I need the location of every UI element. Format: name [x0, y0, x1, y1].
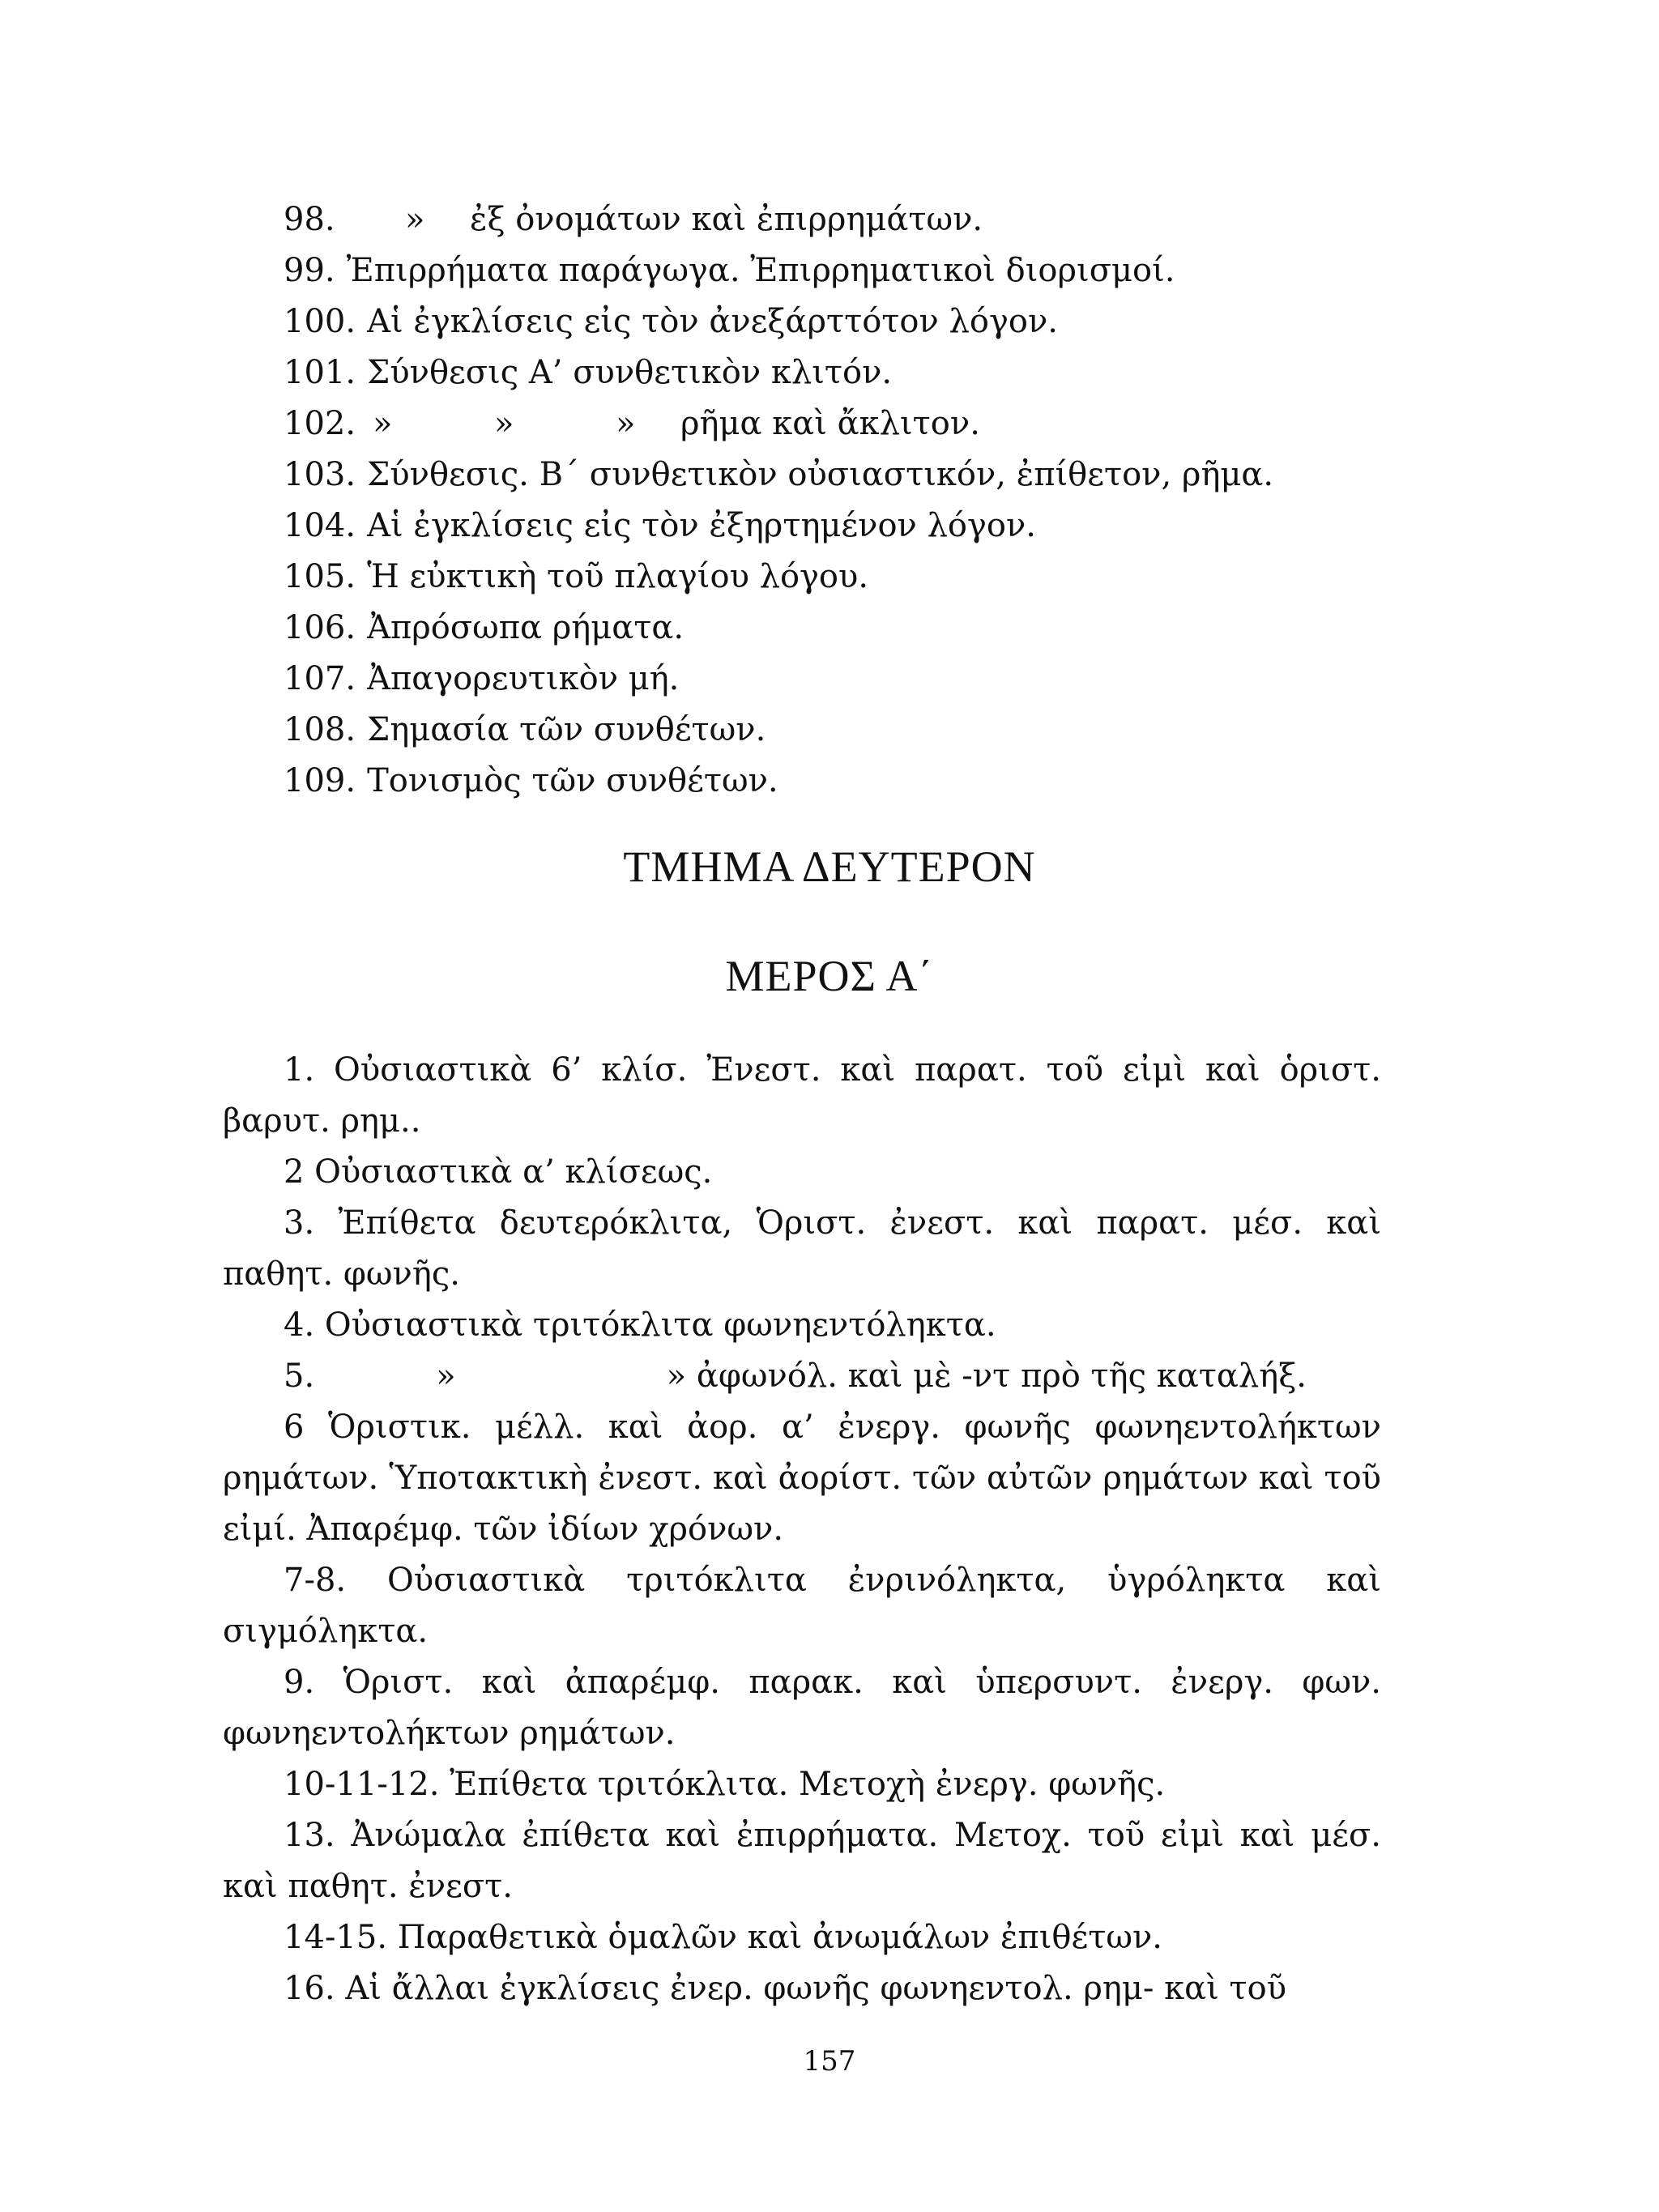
item-text: Τονισμὸς τῶν συνθέτων.: [367, 762, 778, 799]
contents-item: [284, 705, 1434, 756]
item-number: 106.: [284, 609, 356, 646]
lesson-paragraph-ditto: [223, 1351, 1381, 1402]
ditto-mark: »: [616, 405, 636, 442]
lesson-number: 5.: [284, 1357, 315, 1395]
contents-item: [284, 194, 1434, 245]
item-number: 107.: [284, 660, 356, 697]
item-text: Ἡ εὐκτικὴ τοῦ πλαγίου λόγου.: [367, 558, 869, 595]
lesson-paragraph: 9. Ὁριστ. καὶ ἀπαρέμφ. παρακ. καὶ ὑπερσυντ. ἐνεργ. φων. φωνηεντολήκτων ρημάτων.: [223, 1664, 1381, 1752]
contents-item: [284, 296, 1434, 347]
item-number: 100.: [284, 303, 356, 340]
item-text: ρῆμα καὶ ἄκλιτον.: [680, 405, 980, 442]
item-number: 105.: [284, 558, 356, 595]
lesson-paragraph: 4. Οὐσιαστικὰ τριτόκλιτα φωνηεντόληκτα.: [284, 1306, 996, 1344]
lesson-paragraph: 16. Αἱ ἄλλαι ἐγκλίσεις ἐνερ. φωνῆς φωνηεντολ. ρημ- καὶ τοῦ: [284, 1970, 1287, 2007]
lesson-paragraph: 14-15. Παραθετικὰ ὁμαλῶν καὶ ἀνωμάλων ἐπιθέτων.: [284, 1919, 1162, 1956]
contents-item: [284, 654, 1434, 705]
contents-item: [284, 399, 1434, 450]
item-text: ἐξ ὀνομάτων καὶ ἐπιρρημάτων.: [470, 201, 983, 238]
contents-item: [284, 245, 1434, 296]
item-number: 98.: [284, 201, 335, 238]
item-number: 101.: [284, 354, 356, 391]
contents-item: [284, 347, 1434, 399]
lesson-paragraph: 1. Οὐσιαστικὰ 6’ κλίσ. Ἐνεστ. καὶ παρατ. τοῦ εἰμὶ καὶ ὁριστ. βαρυτ. ρημ..: [223, 1051, 1381, 1140]
lesson-paragraph: 3. Ἐπίθετα δευτερόκλιτα, Ὁριστ. ἐνεστ. καὶ παρατ. μέσ. καὶ παθητ. φωνῆς.: [223, 1204, 1381, 1293]
lesson-paragraph: 6 Ὁριστικ. μέλλ. καὶ ἀορ. α’ ἐνεργ. φωνῆς φωνηεντολήκτων ρημάτων. Ὑποτακτικὴ ἐνεστ. καὶ ἀορίστ. τῶν αὐτῶν ρημάτων καὶ τοῦ εἰμί. Ἀπαρέμφ. τῶν ἰδίων χρόνων.: [223, 1409, 1381, 1548]
lesson-paragraph: 13. Ἀνώμαλα ἐπίθετα καὶ ἐπιρρήματα. Μετοχ. τοῦ εἰμὶ καὶ μέσ. καὶ παθητ. ἐνεστ.: [223, 1817, 1381, 1905]
lesson-list: [223, 1045, 1381, 2014]
item-number: 109.: [284, 762, 356, 799]
contents-item: [284, 603, 1434, 654]
item-number: 102.: [284, 405, 356, 442]
ditto-mark: »: [494, 405, 514, 442]
item-text: Σημασία τῶν συνθέτων.: [367, 711, 766, 748]
item-number: 104.: [284, 507, 356, 544]
item-text: Αἱ ἐγκλίσεις εἰς τὸν ἐξηρτημένον λόγον.: [367, 507, 1037, 544]
contents-item: [284, 450, 1434, 501]
ditto-mark: »: [666, 1357, 687, 1395]
lesson-text: ἀφωνόλ. καὶ μὲ -ντ πρὸ τῆς καταλήξ.: [696, 1357, 1307, 1395]
item-text: Ἀπρόσωπα ρήματα.: [367, 609, 684, 646]
item-text: Αἱ ἐγκλίσεις εἰς τὸν ἀνεξάρττότον λόγον.: [367, 303, 1058, 340]
page-number: 157: [803, 2045, 856, 2078]
item-text: Ἀπαγορευτικὸν μή.: [367, 660, 680, 697]
item-text: Σύνθεσις. Β΄ συνθετικὸν οὐσιαστικόν, ἐπίθετον, ρῆμα.: [367, 456, 1274, 493]
lesson-paragraph: 10-11-12. Ἐπίθετα τριτόκλιτα. Μετοχὴ ἐνεργ. φωνῆς.: [284, 1766, 1166, 1803]
contents-item: [284, 552, 1434, 603]
ditto-mark: »: [405, 201, 425, 238]
item-number: 108.: [284, 711, 356, 748]
contents-item: [284, 501, 1434, 552]
lesson-paragraph: 7-8. Οὐσιαστικὰ τριτόκλιτα ἐνρινόληκτα, ὑγρόληκτα καὶ σιγμόληκτα.: [223, 1562, 1381, 1650]
item-number: 99.: [284, 252, 335, 289]
item-text: Σύνθεσις Α’ συνθετικὸν κλιτόν.: [367, 354, 893, 391]
section-heading: ΤΜΗΜΑ ΔΕΥΤΕΡΟΝ: [623, 842, 1036, 891]
item-number: 103.: [284, 456, 356, 493]
lesson-paragraph: 2 Οὐσιαστικὰ α’ κλίσεως.: [284, 1153, 713, 1191]
contents-list: [284, 194, 1434, 807]
ditto-mark: »: [373, 405, 393, 442]
item-text: Ἐπιρρήματα παράγωγα. Ἐπιρρηματικοὶ διορισμοί.: [346, 252, 1175, 289]
part-heading: ΜΕΡΟΣ Α΄: [725, 952, 934, 1000]
contents-item: [284, 756, 1434, 807]
ditto-mark: »: [436, 1357, 456, 1395]
